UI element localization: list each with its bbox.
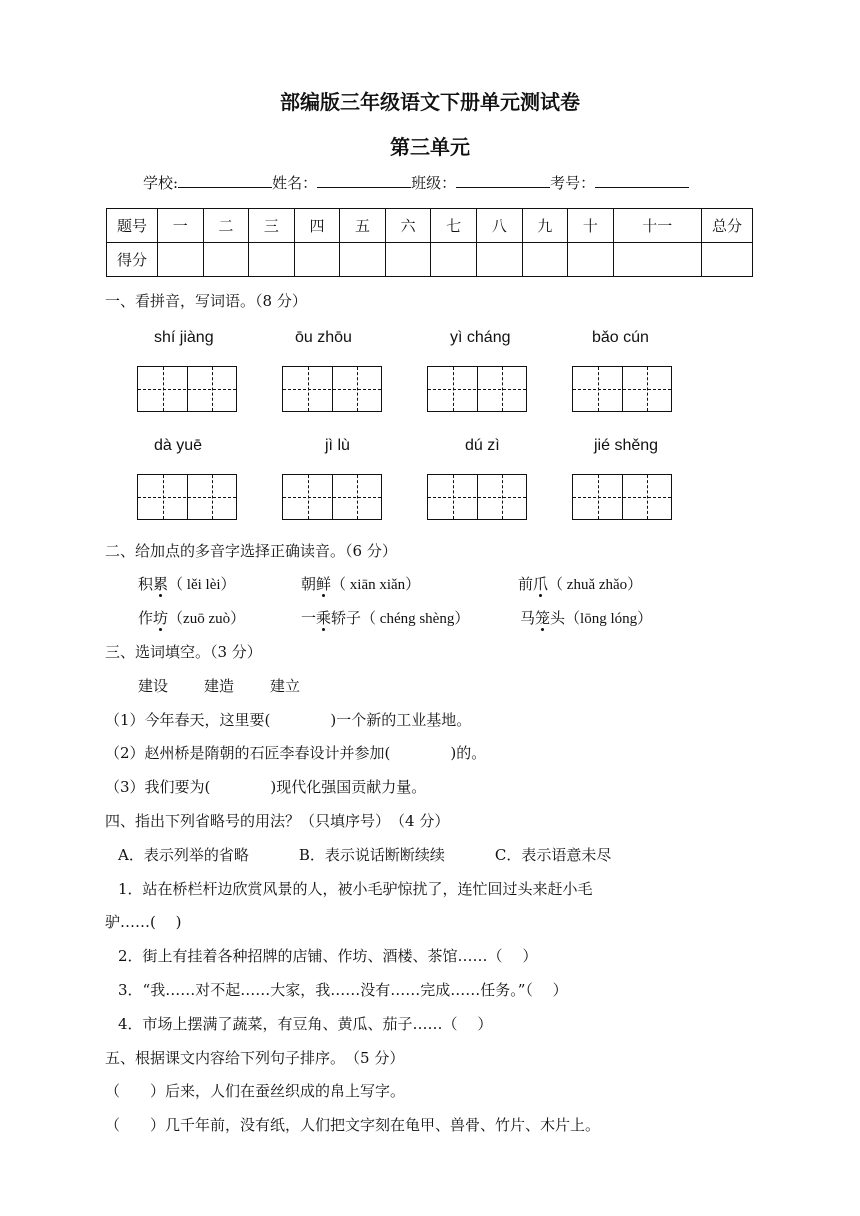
q5-heading: 五、根据课文内容给下列句子排序。 （5 分） (105, 1049, 405, 1067)
pinyin-label: shí jiàng (154, 329, 214, 346)
score-cell[interactable] (522, 243, 568, 277)
option-c: C．表示语意未尽 (494, 846, 612, 864)
word-option: 建设 (138, 677, 169, 695)
unit-subtitle: 第三单元 (390, 135, 470, 159)
word-char: 朝 (301, 575, 317, 593)
dotted-char: 乘 (316, 609, 332, 627)
reading-options[interactable]: （zuō zuò） (168, 611, 246, 627)
pinyin-label: jì lù (325, 437, 350, 454)
score-cell[interactable] (613, 243, 701, 277)
q2-heading: 二、给加点的多音字选择正确读音。（6 分） (105, 542, 397, 560)
word-char: 一 (301, 609, 317, 627)
question-number-row (107, 209, 753, 243)
score-cell[interactable] (249, 243, 295, 277)
question-line[interactable]: 4．市场上摆满了蔬菜，有豆角、黄瓜、茄子……（ ） (118, 1015, 493, 1033)
dotted-char: 累 (153, 575, 169, 593)
polyphone-item (138, 607, 245, 628)
score-cell[interactable] (340, 243, 386, 277)
score-cell[interactable] (294, 243, 340, 277)
word-option: 建造 (204, 677, 235, 695)
word-char: 前 (518, 575, 534, 593)
school-field[interactable] (178, 173, 272, 188)
score-cell[interactable] (203, 243, 249, 277)
score-row (107, 243, 753, 277)
pinyin-label: dà yuē (154, 437, 203, 454)
reading-options[interactable]: （ lěi lèi） (168, 577, 236, 593)
option-list (118, 844, 611, 865)
word-bank (138, 675, 300, 696)
writing-grid[interactable] (137, 474, 237, 520)
writing-grid[interactable] (282, 474, 382, 520)
q4-heading: 四、指出下列省略号的用法？（只填序号） （4 分） (105, 812, 450, 830)
polyphone-item (301, 573, 420, 594)
word-char: 积 (138, 575, 154, 593)
table-header-cell: 十 (568, 209, 614, 243)
name-field[interactable] (317, 173, 411, 188)
writing-grid[interactable] (282, 366, 382, 412)
word-option: 建立 (270, 677, 301, 695)
exam-title: 部编版三年级语文下册单元测试卷 (280, 90, 580, 114)
table-header-cell: 六 (385, 209, 431, 243)
score-cell[interactable] (431, 243, 477, 277)
table-header-cell: 八 (476, 209, 522, 243)
polyphone-item (520, 607, 652, 628)
ordering-line[interactable]: （ ）几千年前，没有纸，人们把文字刻在龟甲、兽骨、竹片、木片上。 (105, 1116, 601, 1134)
table-header-cell: 九 (522, 209, 568, 243)
dotted-char: 笼 (535, 609, 551, 627)
class-field[interactable] (456, 173, 550, 188)
option-b: B．表示说话断断续续 (298, 846, 445, 864)
dotted-char: 爪 (533, 575, 549, 593)
class-label: 班级： (411, 174, 457, 192)
writing-grid[interactable] (137, 366, 237, 412)
student-info-line (143, 172, 689, 193)
score-cell[interactable] (568, 243, 614, 277)
polyphone-item (518, 573, 642, 594)
question-line: 1．站在桥栏杆边欣赏风景的人，被小毛驴惊扰了，连忙回过头来赶小毛 (118, 880, 593, 898)
table-header-cell: 四 (294, 209, 340, 243)
question-line[interactable]: 3．“我……对不起……大家，我……没有……完成……任务。”（ ） (118, 981, 568, 999)
score-row-label: 得分 (107, 243, 158, 277)
score-cell[interactable] (476, 243, 522, 277)
pinyin-label: dú zì (465, 437, 500, 454)
score-cell[interactable] (702, 243, 753, 277)
table-header-cell: 五 (340, 209, 386, 243)
fill-sentence[interactable]: （2）赵州桥是隋朝的石匠李春设计并参加( )的。 (105, 744, 487, 762)
word-char: 马 (520, 609, 536, 627)
ordering-line[interactable]: （ ）后来，人们在蚕丝织成的帛上写字。 (105, 1082, 406, 1100)
table-header-cell: 题号 (107, 209, 158, 243)
table-header-cell: 七 (431, 209, 477, 243)
question-line[interactable]: 驴……( ) (105, 913, 182, 931)
table-header-cell: 一 (158, 209, 204, 243)
writing-grid[interactable] (572, 474, 672, 520)
reading-options[interactable]: （ xiān xiǎn） (331, 577, 421, 593)
dotted-char: 坊 (153, 609, 169, 627)
table-header-cell: 十一 (613, 209, 701, 243)
score-cell[interactable] (385, 243, 431, 277)
score-table (106, 208, 753, 277)
table-header-cell: 二 (203, 209, 249, 243)
table-header-cell: 三 (249, 209, 295, 243)
option-a: A．表示列举的省略 (118, 846, 249, 864)
exam-number-label: 考号： (550, 174, 596, 192)
writing-grid[interactable] (427, 474, 527, 520)
reading-options[interactable]: 轿子（ chéng shèng） (331, 611, 470, 627)
table-header-cell: 总分 (702, 209, 753, 243)
writing-grid[interactable] (427, 366, 527, 412)
pinyin-label: yì cháng (450, 329, 511, 346)
q1-heading: 一、看拼音，写词语。（8 分） (105, 292, 307, 310)
score-cell[interactable] (158, 243, 204, 277)
word-char: 作 (138, 609, 154, 627)
school-label: 学校: (143, 174, 179, 192)
fill-sentence[interactable]: （3）我们要为( )现代化强国贡献力量。 (105, 778, 427, 796)
exam-number-field[interactable] (595, 173, 689, 188)
pinyin-label: jié shěng (594, 437, 659, 454)
reading-options[interactable]: （ zhuǎ zhǎo） (548, 577, 643, 593)
name-label: 姓名： (272, 174, 318, 192)
q3-heading: 三、选词填空。（3 分） (105, 643, 262, 661)
polyphone-item (138, 573, 236, 594)
pinyin-label: ōu zhōu (295, 329, 352, 346)
pinyin-label: bǎo cún (592, 329, 649, 346)
fill-sentence[interactable]: （1）今年春天，这里要( )一个新的工业基地。 (105, 711, 472, 729)
dotted-char: 鲜 (316, 575, 332, 593)
polyphone-item (301, 607, 469, 628)
writing-grid[interactable] (572, 366, 672, 412)
reading-options[interactable]: 头（lōng lóng） (550, 611, 653, 627)
question-line[interactable]: 2．街上有挂着各种招牌的店铺、作坊、酒楼、茶馆……（ ） (118, 947, 538, 965)
